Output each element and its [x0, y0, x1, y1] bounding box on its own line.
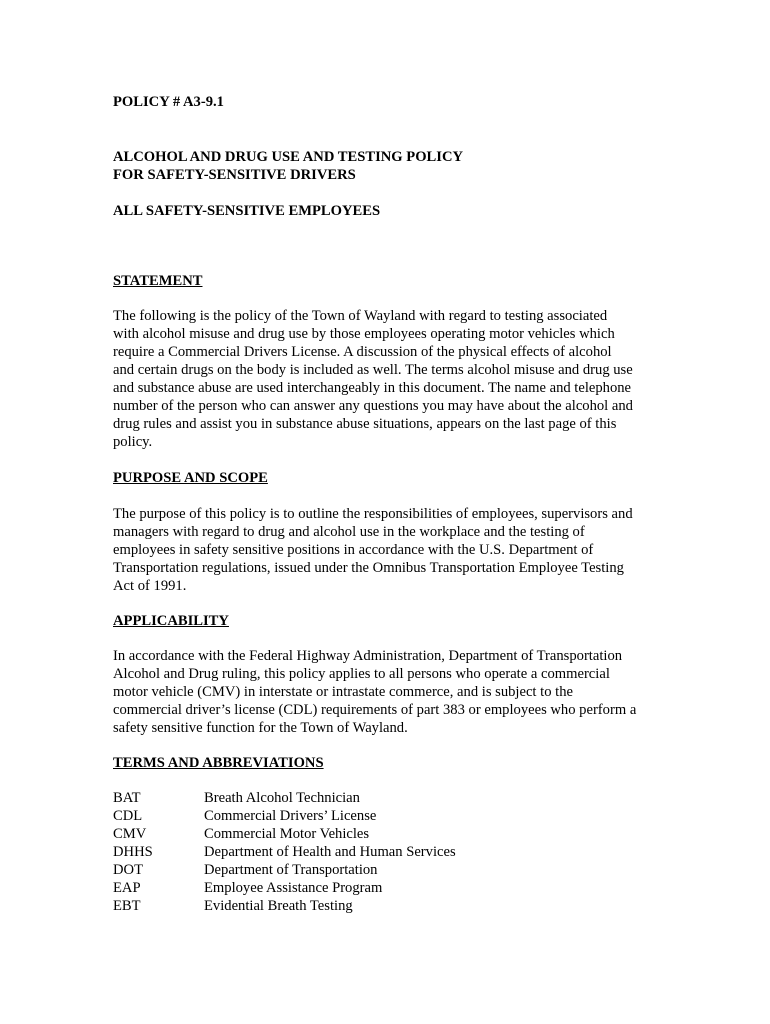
purpose-line: employees in safety sensitive positions in accordance with the U.S. Department of: [113, 542, 594, 558]
title-line-2: FOR SAFETY-SENSITIVE DRIVERS: [113, 167, 356, 183]
purpose-heading: PURPOSE AND SCOPE: [113, 470, 268, 486]
applicability-line: safety sensitive function for the Town of Wayland.: [113, 720, 408, 736]
applicability-line: motor vehicle (CMV) in interstate or intrastate commerce, and is subject to the: [113, 684, 573, 700]
term-abbr: EBT: [113, 898, 141, 914]
term-definition: Commercial Drivers’ License: [204, 808, 377, 824]
terms-heading: TERMS AND ABBREVIATIONS: [113, 755, 324, 771]
statement-line: and substance abuse are used interchangeably in this document. The name and telephone: [113, 380, 632, 396]
statement-line: number of the person who can answer any questions you may have about the alcohol and: [113, 398, 633, 414]
statement-line: require a Commercial Drivers License. A discussion of the physical effects of alcohol: [113, 344, 612, 360]
title-line-1: ALCOHOL AND DRUG USE AND TESTING POLICY: [113, 149, 464, 165]
statement-line: policy.: [113, 434, 153, 450]
term-abbr: CMV: [113, 826, 147, 842]
term-definition: Department of Health and Human Services: [204, 844, 456, 860]
term-definition: Employee Assistance Program: [204, 880, 383, 896]
term-definition: Breath Alcohol Technician: [204, 790, 360, 806]
term-abbr: BAT: [113, 790, 141, 806]
statement-line: and certain drugs on the body is included as well. The terms alcohol misuse and drug use: [113, 362, 633, 378]
applicability-line: Alcohol and Drug ruling, this policy applies to all persons who operate a commercial: [113, 666, 610, 682]
statement-line: drug rules and assist you in substance abuse situations, appears on the last page of this: [113, 416, 617, 432]
term-abbr: CDL: [113, 808, 143, 824]
term-abbr: EAP: [113, 880, 141, 896]
purpose-line: managers with regard to drug and alcohol use in the workplace and the testing of: [113, 524, 585, 540]
statement-paragraph: [113, 307, 658, 451]
purpose-line: Act of 1991.: [113, 578, 187, 594]
applicability-line: commercial driver’s license (CDL) requirements of part 383 or employees who perform a: [113, 702, 637, 718]
term-definition: Commercial Motor Vehicles: [204, 826, 370, 842]
applicability-paragraph: [113, 647, 658, 737]
purpose-paragraph: [113, 505, 658, 595]
term-definition: Evidential Breath Testing: [204, 898, 353, 914]
term-abbr: DHHS: [113, 844, 153, 860]
subtitle: ALL SAFETY-SENSITIVE EMPLOYEES: [113, 203, 381, 219]
purpose-line: The purpose of this policy is to outline the responsibilities of employees, supervisors and: [113, 506, 633, 522]
statement-heading: STATEMENT: [113, 273, 203, 289]
statement-line: The following is the policy of the Town of Wayland with regard to testing associated: [113, 308, 608, 324]
statement-line: with alcohol misuse and drug use by those employees operating motor vehicles which: [113, 326, 615, 342]
applicability-heading: APPLICABILITY: [113, 613, 229, 629]
applicability-line: In accordance with the Federal Highway Administration, Department of Transportation: [113, 648, 623, 664]
policy-number: POLICY # A3-9.1: [113, 94, 224, 110]
purpose-line: Transportation regulations, issued under the Omnibus Transportation Employee Testing: [113, 560, 624, 576]
term-abbr: DOT: [113, 862, 143, 878]
term-definition: Department of Transportation: [204, 862, 378, 878]
